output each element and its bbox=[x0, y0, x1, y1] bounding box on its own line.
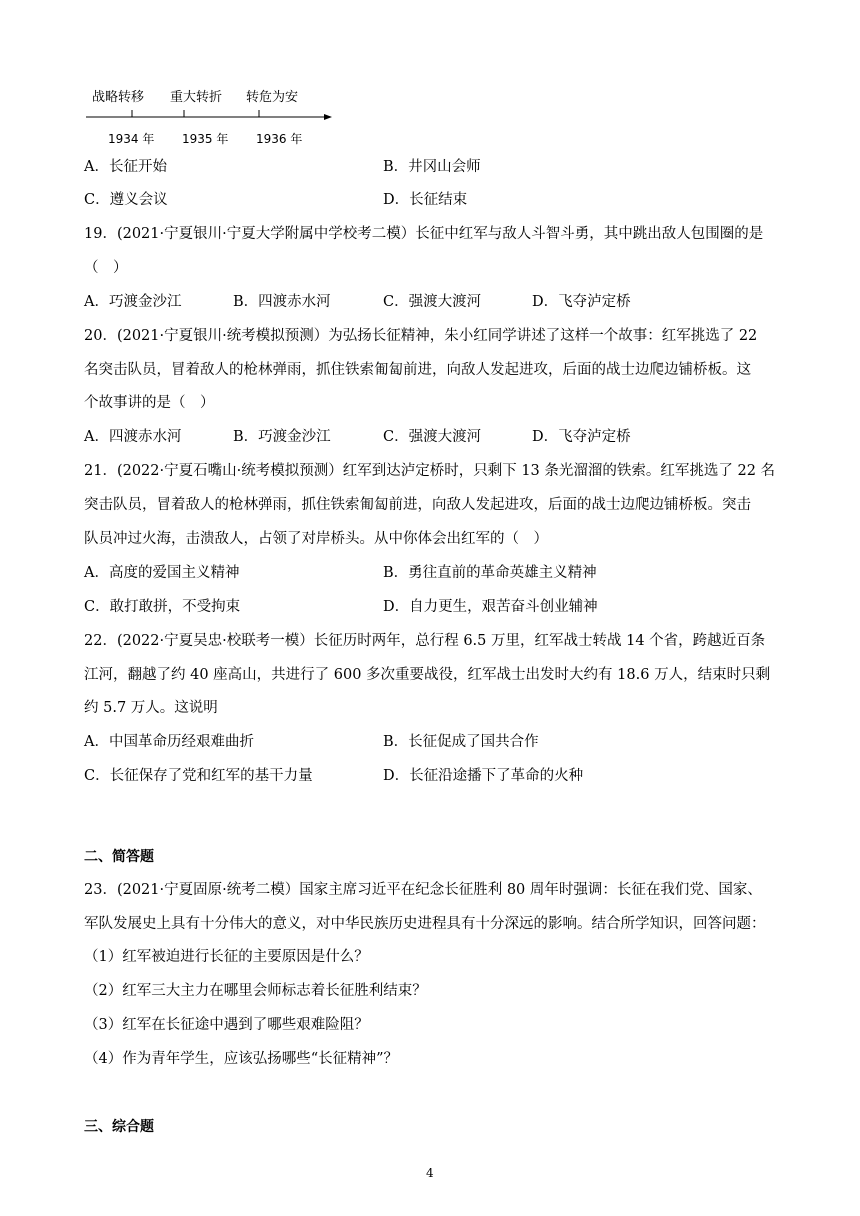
q18-option-a: A．长征开始 bbox=[84, 159, 167, 175]
q18-option-c: C．遵义会议 bbox=[84, 192, 168, 208]
q22-option-c: C．长征保存了党和红军的基干力量 bbox=[84, 768, 313, 784]
q22-option-d: D．长征沿途播下了革命的火种 bbox=[383, 768, 584, 784]
q22-option-b: B．长征促成了国共合作 bbox=[383, 734, 539, 750]
q22-stem-line3: 约 5.7 万人。这说明 bbox=[84, 700, 218, 716]
timeline-year-2: 1935 年 bbox=[182, 132, 229, 146]
q20-option-b: B．巧渡金沙江 bbox=[233, 429, 331, 445]
q20-stem-line3: 个故事讲的是（ ） bbox=[84, 395, 215, 411]
section-heading-short-answer: 二、简答题 bbox=[84, 849, 154, 865]
q19-option-a: A．巧渡金沙江 bbox=[84, 294, 182, 310]
section-heading-comprehensive: 三、综合题 bbox=[84, 1119, 154, 1135]
q21-option-d: D．自力更生，艰苦奋斗创业辅神 bbox=[383, 599, 598, 615]
q23-sub-1: （1）红军被迫进行长征的主要原因是什么？ bbox=[84, 949, 369, 965]
q21-option-b: B．勇往直前的革命英雄主义精神 bbox=[383, 565, 597, 581]
q19-stem-line2: （ ） bbox=[84, 260, 128, 276]
page-number: 4 bbox=[426, 1166, 434, 1180]
timeline-label-1: 战略转移 bbox=[92, 90, 145, 105]
q23-stem-line2: 军队发展史上具有十分伟大的意义，对中华民族历史进程具有十分深远的影响。结合所学知识，回答问题： bbox=[84, 916, 766, 932]
timeline-label-3: 转危为安 bbox=[246, 90, 299, 105]
q21-option-a: A．高度的爱国主义精神 bbox=[84, 565, 240, 581]
q21-stem-line2: 突击队员，冒着敌人的枪林弹雨，抓住铁索匍匐前进，向敌人发起进攻，后面的战士边爬边铺桥板。突击 bbox=[84, 497, 751, 513]
q20-option-c: C．强渡大渡河 bbox=[383, 429, 482, 445]
q23-sub-2: （2）红军三大主力在哪里会师标志着长征胜利结束？ bbox=[84, 983, 427, 999]
q19-option-d: D．飞夺泸定桥 bbox=[532, 294, 631, 310]
timeline-year-3: 1936 年 bbox=[256, 132, 303, 146]
q21-option-c: C．敢打敢拼，不受拘束 bbox=[84, 599, 241, 615]
timeline-year-1: 1934 年 bbox=[108, 132, 155, 146]
q19-option-b: B．四渡赤水河 bbox=[233, 294, 331, 310]
q23-sub-4: （4）作为青年学生，应该弘扬哪些“长征精神”？ bbox=[84, 1051, 399, 1067]
q18-option-b: B．井冈山会师 bbox=[383, 159, 481, 175]
q23-stem-line1: 23．(2021·宁夏固原·统考二模）国家主席习近平在纪念长征胜利 80 周年时强调：长征在我们党、国家、 bbox=[84, 882, 762, 898]
q23-sub-3: （3）红军在长征途中遇到了哪些艰难险阻？ bbox=[84, 1017, 369, 1033]
q18-option-d: D．长征结束 bbox=[383, 192, 468, 208]
q21-stem-line3: 队员冲过火海，击溃敌人，占领了对岸桥头。从中你体会出红军的（ ） bbox=[84, 531, 548, 547]
q20-option-d: D．飞夺泸定桥 bbox=[532, 429, 631, 445]
q22-option-a: A．中国革命历经艰难曲折 bbox=[84, 734, 254, 750]
q20-stem-line1: 20．(2021·宁夏银川·统考模拟预测）为弘扬长征精神，朱小红同学讲述了这样一个故事：红军挑选了 22 bbox=[84, 328, 758, 344]
q20-option-a: A．四渡赤水河 bbox=[84, 429, 182, 445]
q20-stem-line2: 名突击队员，冒着敌人的枪林弹雨，抓住铁索匍匐前进，向敌人发起进攻，后面的战士边爬边铺桥板。这 bbox=[84, 362, 751, 378]
q19-option-c: C．强渡大渡河 bbox=[383, 294, 482, 310]
timeline-label-2: 重大转折 bbox=[170, 90, 223, 105]
q21-stem-line1: 21．(2022·宁夏石嘴山·统考模拟预测）红军到达泸定桥时，只剩下 13 条光溜溜的铁索。红军挑选了 22 名 bbox=[84, 463, 776, 479]
q19-stem-line1: 19．(2021·宁夏银川·宁夏大学附属中学校考二模）长征中红军与敌人斗智斗勇，其中跳出敌人包围圈的是 bbox=[84, 226, 764, 242]
q22-stem-line1: 22．(2022·宁夏吴忠·校联考一模）长征历时两年，总行程 6.5 万里，红军战士转战 14 个省，跨越近百条 bbox=[84, 633, 766, 649]
q22-stem-line2: 江河，翻越了约 40 座高山，共进行了 600 多次重要战役，红军战士出发时大约有 18.6 万人，结束时只剩 bbox=[84, 667, 771, 683]
